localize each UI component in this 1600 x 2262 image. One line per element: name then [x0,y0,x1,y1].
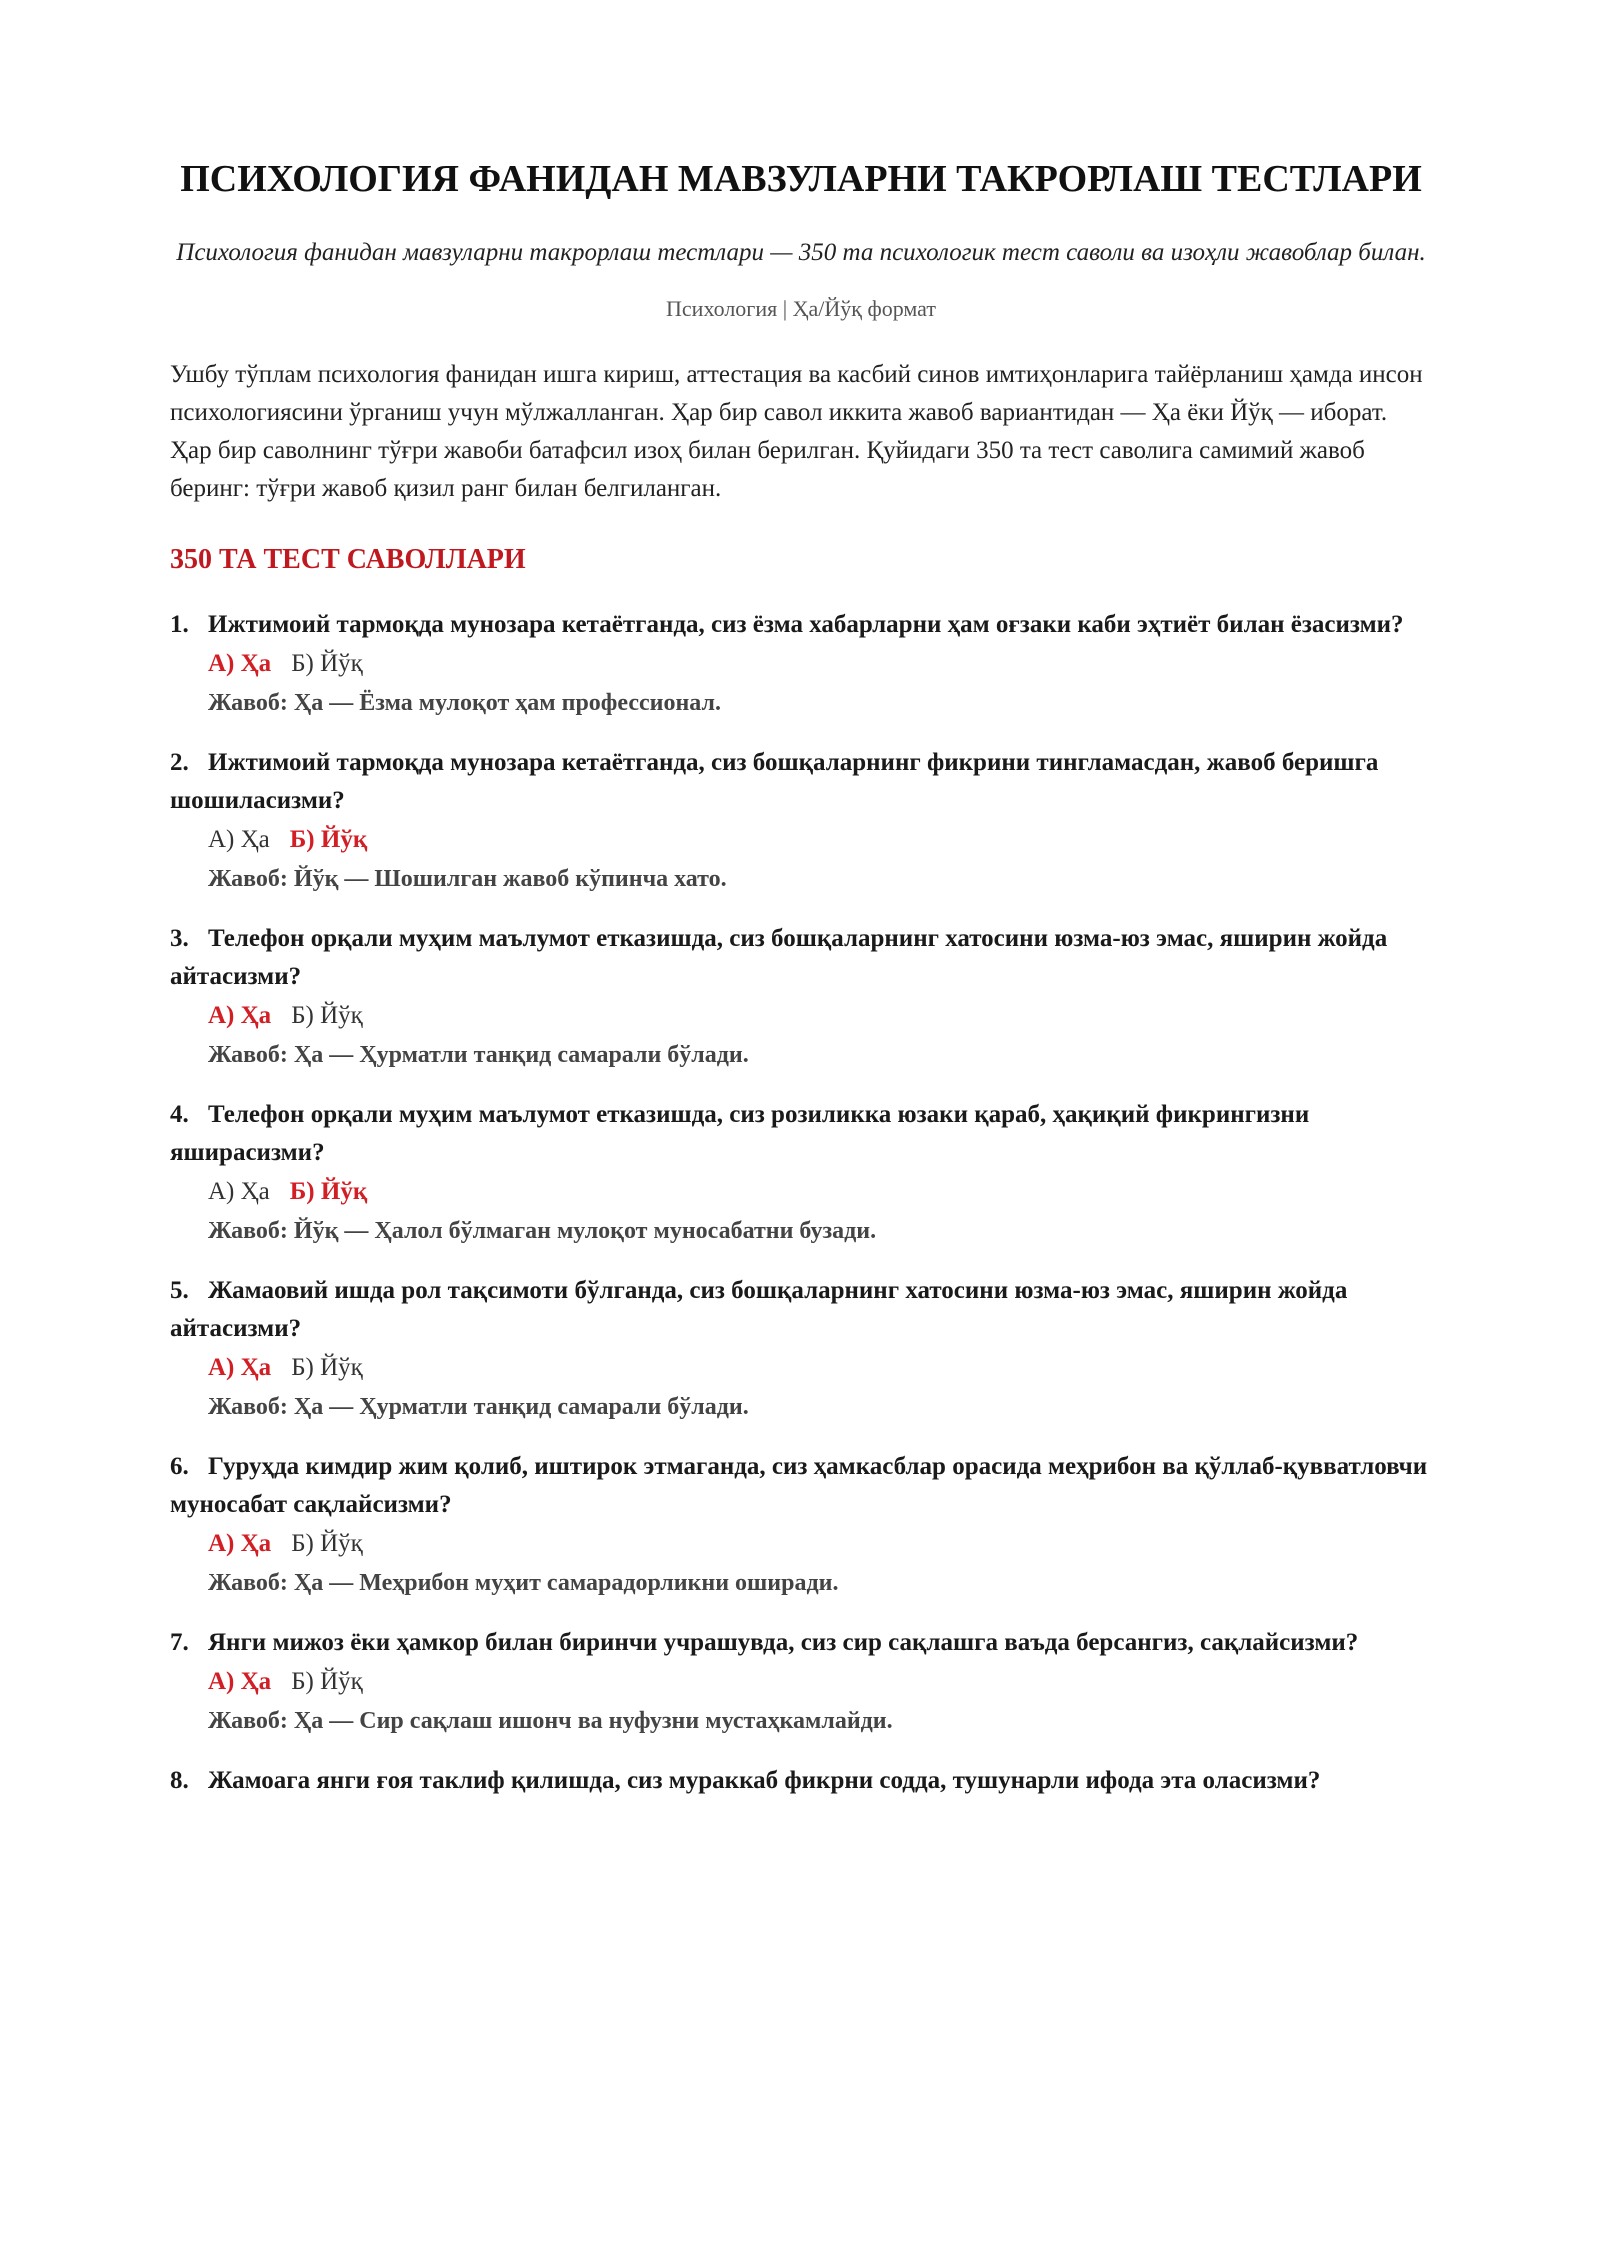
question-text [170,1624,1432,1662]
answer-option-b[interactable]: Б) Йўқ [291,650,363,677]
question-item [170,1096,1432,1250]
answer-option-a[interactable]: А) Ҳа [208,1668,272,1695]
answer-explanation: Жавоб: Ҳа — Сир сақлаш ишонч ва нуфузни мустаҳкамлайди. [208,1708,893,1734]
answer-option-a[interactable]: А) Ҳа [208,1354,272,1381]
answer-option-a[interactable]: А) Ҳа [208,826,270,853]
question-item [170,1272,1432,1426]
question-text [170,1762,1432,1800]
answer-option-a[interactable]: А) Ҳа [208,1178,270,1205]
document-subtitle: Психология фанидан мавзуларни такрорлаш тестлари — 350 та психологик тест саволи ва изоҳли жавоблар билан. [176,239,1426,266]
question-number: 5. [170,1277,189,1304]
question-number: 8. [170,1767,189,1794]
question-item [170,1448,1432,1602]
answer-option-b[interactable]: Б) Йўқ [291,1354,363,1381]
answer-option-b[interactable]: Б) Йўқ [289,1178,368,1205]
answer-option-a[interactable]: А) Ҳа [208,1530,272,1557]
question-body: Телефон орқали муҳим маълумот етказишда, сиз бошқаларнинг хатосини юзма-юз эмас, яширин жойда айтасизми? [170,925,1388,990]
question-body: Ижтимоий тармоқда мунозара кетаётганда, сиз ёзма хабарларни ҳам оғзаки каби эҳтиёт билан ёзасизми? [208,611,1404,638]
answer-option-b[interactable]: Б) Йўқ [289,826,368,853]
answer-options [170,1524,1432,1564]
section-heading: 350 ТА ТЕСТ САВОЛЛАРИ [170,544,526,575]
question-number: 3. [170,925,189,952]
question-body: Жамоага янги ғоя таклиф қилишда, сиз мураккаб фикрни содда, тушунарли ифода эта оласизми? [208,1767,1321,1794]
question-number: 1. [170,611,189,638]
answer-explanation: Жавоб: Ҳа — Меҳрибон муҳит самарадорликни оширади. [208,1570,839,1596]
document-meta: Психология | Ҳа/Йўқ формат [666,296,936,321]
question-body: Янги мижоз ёки ҳамкор билан биринчи учрашувда, сиз сир сақлашга ваъда берсангиз, сақлайсизми? [208,1629,1359,1656]
question-item [170,606,1432,722]
questions-list [170,606,1432,1800]
answer-explanation: Жавоб: Ҳа — Ҳурматли танқид самарали бўлади. [208,1042,749,1068]
question-text [170,1272,1432,1348]
question-text [170,744,1432,820]
question-text [170,606,1432,644]
question-number: 4. [170,1101,189,1128]
question-number: 6. [170,1453,189,1480]
question-text [170,1096,1432,1172]
answer-option-b[interactable]: Б) Йўқ [291,1530,363,1557]
question-number: 2. [170,749,189,776]
answer-options [170,644,1432,684]
answer-explanation: Жавоб: Ҳа — Ҳурматли танқид самарали бўлади. [208,1394,749,1420]
question-item [170,920,1432,1074]
question-body: Ижтимоий тармоқда мунозара кетаётганда, сиз бошқаларнинг фикрини тингламасдан, жавоб беришга шошиласизми? [170,749,1379,814]
question-item [170,1762,1432,1800]
answer-options [170,1172,1432,1212]
question-body: Телефон орқали муҳим маълумот етказишда, сиз розиликка юзаки қараб, ҳақиқий фикрингизни яширасизми? [170,1101,1310,1166]
answer-explanation: Жавоб: Ҳа — Ёзма мулоқот ҳам профессионал. [208,690,721,716]
question-number: 7. [170,1629,189,1656]
document-page [170,0,1432,1822]
intro-paragraph: Ушбу тўплам психология фанидан ишга кириш, аттестация ва касбий синов имтиҳонларига тайёрланиш ҳамда инсон психологиясини ўрганиш учун мўлжалланган. Ҳар бир савол иккита жавоб вариантидан — Ҳа ёки Йўқ — иборат. Ҳар бир саволнинг тўғри жавоби батафсил изоҳ билан берилган. Қуйидаги 350 та тест саволига самимий жавоб беринг: тўғри жавоб қизил ранг билан белгиланган. [170,361,1423,502]
question-text [170,1448,1432,1524]
answer-option-a[interactable]: А) Ҳа [208,650,272,677]
question-body: Жамаовий ишда рол тақсимоти бўлганда, сиз бошқаларнинг хатосини юзма-юз эмас, яширин жойда айтасизми? [170,1277,1348,1342]
answer-options [170,1348,1432,1388]
question-text [170,920,1432,996]
question-item [170,1624,1432,1740]
answer-explanation: Жавоб: Йўқ — Шошилган жавоб кўпинча хато. [208,866,727,892]
answer-options [170,820,1432,860]
answer-options [170,996,1432,1036]
answer-option-b[interactable]: Б) Йўқ [291,1668,363,1695]
answer-option-a[interactable]: А) Ҳа [208,1002,272,1029]
document-title: ПСИХОЛОГИЯ ФАНИДАН МАВЗУЛАРНИ ТАКРОРЛАШ ТЕСТЛАРИ [180,158,1422,200]
answer-explanation: Жавоб: Йўқ — Ҳалол бўлмаган мулоқот муносабатни бузади. [208,1218,877,1244]
question-body: Гуруҳда кимдир жим қолиб, иштирок этмаганда, сиз ҳамкасблар орасида меҳрибон ва қўллаб-қувватловчи муносабат сақлайсизми? [170,1453,1428,1518]
answer-option-b[interactable]: Б) Йўқ [291,1002,363,1029]
answer-options [170,1662,1432,1702]
question-item [170,744,1432,898]
